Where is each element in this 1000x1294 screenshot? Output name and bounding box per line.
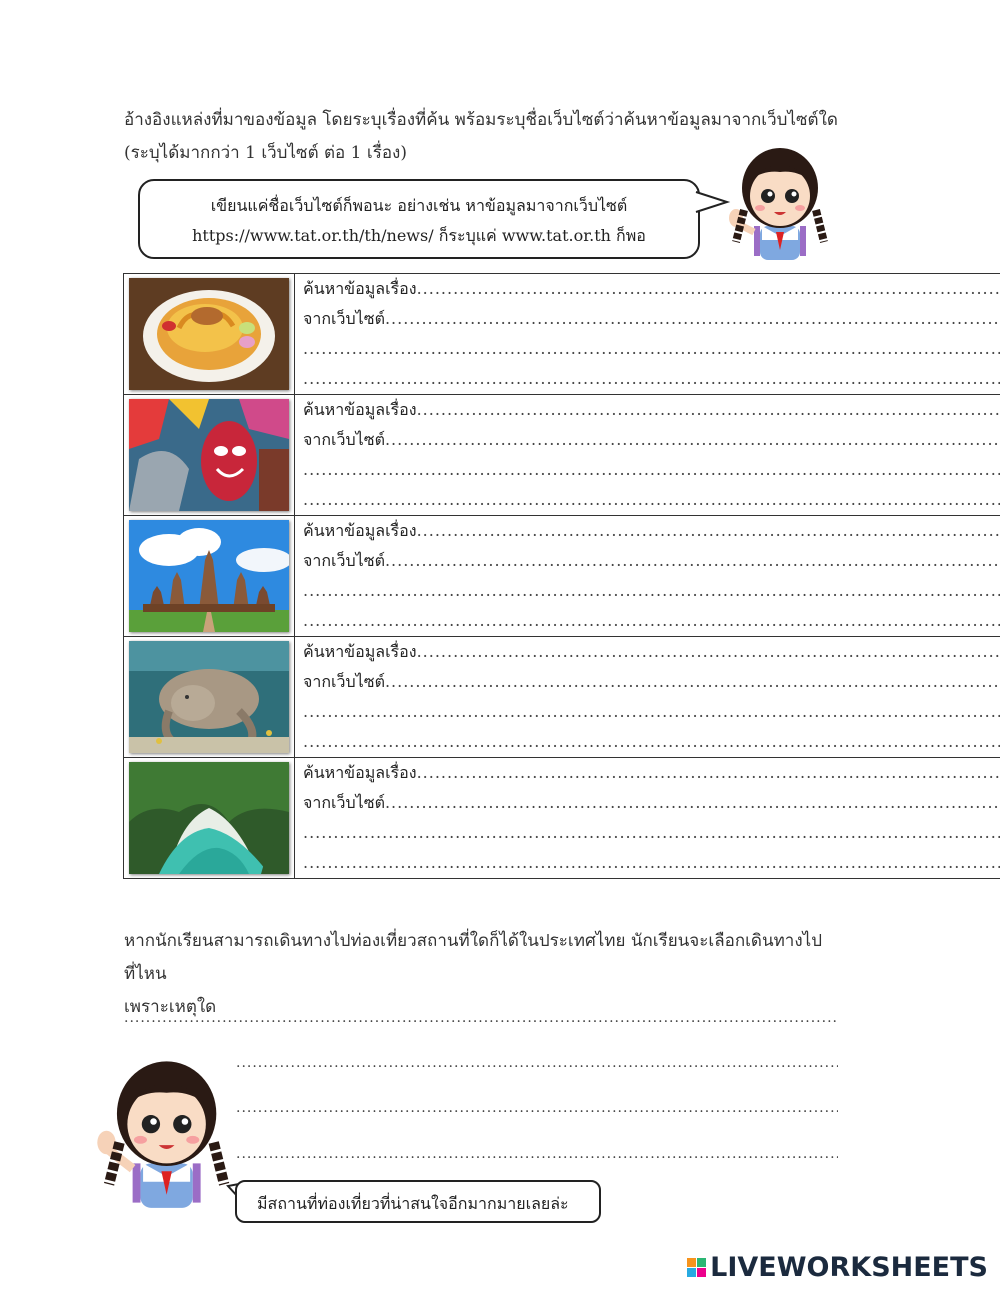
blank-line[interactable] bbox=[295, 485, 1000, 515]
table-row bbox=[124, 758, 1000, 879]
table-row bbox=[124, 516, 1000, 637]
ancient-temple-photo bbox=[129, 520, 289, 632]
fill-dots bbox=[303, 455, 1000, 485]
topic-label: ค้นหาข้อมูลเรื่อง bbox=[303, 521, 417, 540]
fill-dots bbox=[303, 848, 1000, 878]
encouragement-speech-bubble: มีสถานที่ท่องเที่ยวที่น่าสนใจอีกมากมายเลยล่ะ bbox=[235, 1180, 601, 1223]
fill-dots bbox=[303, 606, 1000, 636]
island-beach-photo bbox=[129, 762, 289, 874]
blank-line[interactable] bbox=[295, 334, 1000, 364]
fill-dots bbox=[385, 788, 1000, 818]
website-label: จากเว็บไซต์ bbox=[303, 551, 385, 570]
website-line[interactable] bbox=[295, 667, 1000, 697]
fill-dots bbox=[385, 304, 1000, 334]
topic-label: ค้นหาข้อมูลเรื่อง bbox=[303, 400, 417, 419]
fill-dots bbox=[385, 425, 1000, 455]
topic-line[interactable] bbox=[295, 274, 1000, 304]
fill-dots bbox=[303, 697, 1000, 727]
question-line-1: หากนักเรียนสามารถเดินทางไปท่องเที่ยวสถานที่ใดก็ได้ในประเทศไทย นักเรียนจะเลือกเดินทางไปที่ไหน bbox=[124, 931, 822, 984]
schoolgirl-waving-icon bbox=[726, 140, 830, 264]
fill-dots bbox=[303, 818, 1000, 848]
photo-cell bbox=[124, 758, 295, 879]
topic-line[interactable] bbox=[295, 758, 1000, 788]
topic-label: ค้นหาข้อมูลเรื่อง bbox=[303, 642, 417, 661]
fill-dots bbox=[417, 637, 1000, 667]
logo-mark-icon bbox=[687, 1258, 706, 1277]
table-row bbox=[124, 637, 1000, 758]
fill-dots bbox=[303, 576, 1000, 606]
phi-ta-khon-mask-photo bbox=[129, 399, 289, 511]
blank-line[interactable] bbox=[295, 818, 1000, 848]
entry-cell[interactable] bbox=[295, 516, 1000, 637]
blank-line[interactable] bbox=[295, 606, 1000, 636]
topic-label: ค้นหาข้อมูลเรื่อง bbox=[303, 763, 417, 782]
dugong-photo bbox=[129, 641, 289, 753]
blank-line[interactable] bbox=[295, 697, 1000, 727]
entry-cell[interactable] bbox=[295, 758, 1000, 879]
fill-dots bbox=[303, 334, 1000, 364]
research-table bbox=[123, 273, 1000, 879]
entry-cell[interactable] bbox=[295, 274, 1000, 395]
fill-dots bbox=[417, 395, 1000, 425]
topic-line[interactable] bbox=[295, 637, 1000, 667]
answer-line-2[interactable] bbox=[236, 1055, 838, 1075]
fill-dots bbox=[303, 485, 1000, 515]
blank-line[interactable] bbox=[295, 455, 1000, 485]
photo-cell bbox=[124, 637, 295, 758]
fill-dots bbox=[385, 667, 1000, 697]
website-line[interactable] bbox=[295, 304, 1000, 334]
fill-dots bbox=[303, 727, 1000, 757]
instruction-line-2: (ระบุได้มากกว่า 1 เว็บไซต์ ต่อ 1 เรื่อง) bbox=[124, 143, 407, 163]
logo-text: LIVEWORKSHEETS bbox=[710, 1252, 988, 1283]
table-row bbox=[124, 395, 1000, 516]
schoolgirl-waving-icon bbox=[96, 1050, 232, 1214]
entry-cell[interactable] bbox=[295, 637, 1000, 758]
fill-dots bbox=[417, 516, 1000, 546]
blank-line[interactable] bbox=[295, 364, 1000, 394]
table-row bbox=[124, 274, 1000, 395]
question-line-2: เพราะเหตุใด bbox=[124, 997, 217, 1017]
fill-dots bbox=[385, 546, 1000, 576]
hint-speech-bubble bbox=[138, 179, 700, 259]
website-label: จากเว็บไซต์ bbox=[303, 672, 385, 691]
entry-cell[interactable] bbox=[295, 395, 1000, 516]
topic-line[interactable] bbox=[295, 395, 1000, 425]
website-label: จากเว็บไซต์ bbox=[303, 309, 385, 328]
website-line[interactable] bbox=[295, 788, 1000, 818]
website-label: จากเว็บไซต์ bbox=[303, 793, 385, 812]
answer-line-3[interactable] bbox=[236, 1100, 838, 1120]
answer-line-1[interactable] bbox=[124, 1010, 838, 1030]
website-label: จากเว็บไซต์ bbox=[303, 430, 385, 449]
topic-label: ค้นหาข้อมูลเรื่อง bbox=[303, 279, 417, 298]
liveworksheets-logo bbox=[687, 1252, 988, 1283]
website-line[interactable] bbox=[295, 546, 1000, 576]
website-line[interactable] bbox=[295, 425, 1000, 455]
topic-line[interactable] bbox=[295, 516, 1000, 546]
fill-dots bbox=[417, 274, 1000, 304]
photo-cell bbox=[124, 395, 295, 516]
photo-cell bbox=[124, 516, 295, 637]
answer-line-4[interactable] bbox=[236, 1146, 838, 1166]
hint-line-2: https://www.tat.or.th/th/news/ ก็ระบุแค่ www.tat.or.th ก็พอ bbox=[192, 226, 646, 245]
khao-soi-bowl-photo bbox=[129, 278, 289, 390]
instruction-line-1: อ้างอิงแหล่งที่มาของข้อมูล โดยระบุเรื่องที่ค้น พร้อมระบุชื่อเว็บไซต์ว่าค้นหาข้อมูลมาจากเว็บไซต์ใด bbox=[124, 110, 838, 130]
photo-cell bbox=[124, 274, 295, 395]
blank-line[interactable] bbox=[295, 576, 1000, 606]
blank-line[interactable] bbox=[295, 727, 1000, 757]
hint-line-1: เขียนแค่ชื่อเว็บไซต์ก็พอนะ อย่างเช่น หาข้อมูลมาจากเว็บไซต์ bbox=[210, 196, 628, 215]
fill-dots bbox=[417, 758, 1000, 788]
fill-dots bbox=[303, 364, 1000, 394]
blank-line[interactable] bbox=[295, 848, 1000, 878]
